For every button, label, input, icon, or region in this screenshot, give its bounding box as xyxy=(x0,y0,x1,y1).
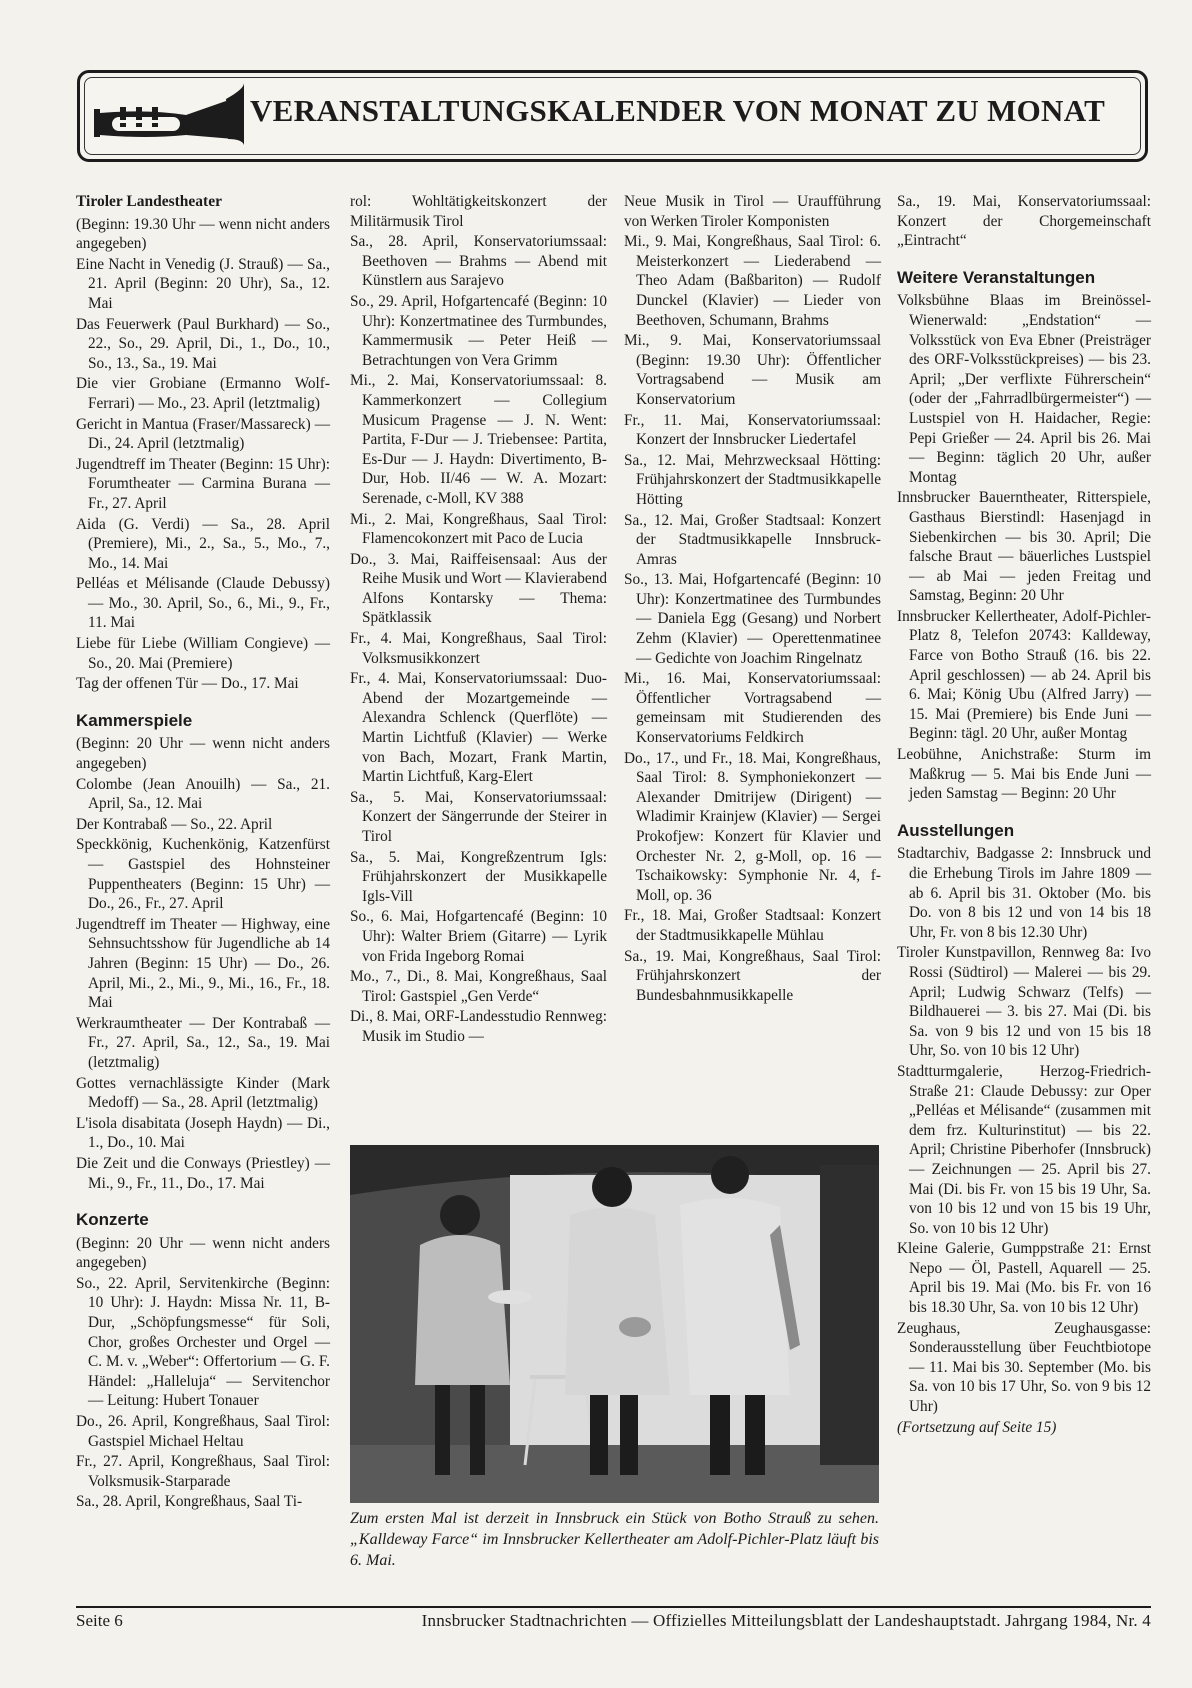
trumpet-icon xyxy=(86,79,246,149)
event-entry: Pelléas et Mélisande (Claude Debussy) — Mo., 30. April, So., 6., Mi., 9., Fr., 11. Mai xyxy=(76,575,330,632)
event-entry: Leobühne, Anichstraße: Sturm im Maßkrug — 5. Mai bis Ende Juni — jeden Samstag — Beginn: 20 Uhr xyxy=(897,746,1151,803)
section-heading: Kammerspiele xyxy=(76,710,193,730)
event-entry: Di., 8. Mai, ORF-Landesstudio Rennweg: Musik im Studio — xyxy=(350,1008,607,1045)
event-entry: Innsbrucker Kellertheater, Adolf-Pichler-Platz 8, Telefon 20743: Kalldeway, Farce von Botho Strauß (16. bis 22. April geschlossen) — ab 24. April bis 6. Mai; König Ubu (Alfred Jarry) — 15. Mai (Premiere) bis Ende Juni — Beginn: tägl. 20 Uhr, außer Montag xyxy=(897,607,1151,743)
event-entry: rol: Wohltätigkeitskonzert der Militärmusik Tirol xyxy=(350,193,607,230)
event-entry: Jugendtreff im Theater (Beginn: 15 Uhr): Forumtheater — Carmina Burana — Fr., 27. April xyxy=(76,455,330,512)
column-1 xyxy=(76,192,330,1513)
event-entry: Fr., 11. Mai, Konservatoriumssaal: Konzert der Innsbrucker Liedertafel xyxy=(624,411,881,449)
event-entry: (Beginn: 20 Uhr — wenn nicht anders angegeben) xyxy=(76,735,330,773)
event-entry: Sa., 12. Mai, Mehrzwecksaal Hötting: Frühjahrskonzert der Stadtmusikkapelle Hötting xyxy=(624,451,881,508)
event-entry: Innsbrucker Bauerntheater, Ritterspiele, Gasthaus Bierstindl: Hasenjagd in Siebenkirchen — bis 30. April; Die falsche Braut — bäuerliches Lustspiel — ab Mai — jeden Freitag und Samstag, Beginn: 20 Uhr xyxy=(897,489,1151,605)
event-entry: Fr., 18. Mai, Großer Stadtsaal: Konzert der Stadtmusikkapelle Mühlau xyxy=(624,907,881,944)
page-number: Seite 6 xyxy=(76,1611,123,1630)
event-entry: Kleine Galerie, Gumppstraße 21: Ernst Nepo — Öl, Pastell, Aquarell — 25. April bis 19. Mai (Mo. bis Fr. von 16 bis 18.30 Uhr, Sa. von 10 bis 12 Uhr) xyxy=(897,1240,1151,1317)
theater-photo xyxy=(350,1145,879,1503)
event-entry: Stadtturmgalerie, Herzog-Friedrich-Straße 21: Claude Debussy: zur Oper „Pelléas et Mélisande“ (zusammen mit dem frz. Kulturinstitut) — bis 22. April; Christine Piberhofer (Innsbruck) — Zeichnungen — 25. April bis 27. Mai (Di. bis Fr. von 15 bis 19 Uhr, Sa. von 10 bis 12 und von 15 bis 19 Uhr, So. von 10 bis 12 Uhr) xyxy=(897,1062,1151,1237)
event-entry: Sa., 12. Mai, Großer Stadtsaal: Konzert der Stadtmusikkapelle Innsbruck-Amras xyxy=(624,511,881,568)
column-4 xyxy=(897,192,1151,1438)
event-entry: Mi., 2. Mai, Konservatoriumssaal: 8. Kammerkonzert — Collegium Musicum Pragense — J. N. Went: Partita, F-Dur — J. Triebensee: Partita, Es-Dur — J. Haydn: Divertimento, B-Dur, Hob. II/46 — W. A. Mozart: Serenade, c-Moll, KV 388 xyxy=(350,372,607,507)
event-entry: Sa., 28. April, Konservatoriumssaal: Beethoven — Brahms — Abend mit Künstlern aus Sarajevo xyxy=(350,233,607,290)
event-entry: Mo., 7., Di., 8. Mai, Kongreßhaus, Saal Tirol: Gastspiel „Gen Verde“ xyxy=(350,968,607,1005)
continuation-note: (Fortsetzung auf Seite 15) xyxy=(897,1418,1057,1436)
photo-caption: Zum ersten Mal ist derzeit in Innsbruck ein Stück von Botho Strauß zu sehen. „Kalldeway Farce“ im Innsbrucker Kellertheater am Adolf-Pichler-Platz läuft bis 6. Mai. xyxy=(350,1510,879,1569)
event-entry: Jugendtreff im Theater — Highway, eine Sehnsuchtsshow für Jugendliche ab 14 Jahren (Beginn: 15 Uhr) — Do., 26. April, Mi., 2., Mi., 9., Mi., 16., Fr., 18. Mai xyxy=(76,915,330,1012)
event-entry: Zeughaus, Zeughausgasse: Sonderausstellung über Feuchtbiotope — 11. Mai bis 30. September (Mo. bis Sa. von 10 bis 17 Uhr, So. von 9 bis 12 Uhr) xyxy=(897,1319,1151,1416)
event-entry: Das Feuerwerk (Paul Burkhard) — So., 22., So., 29. April, Di., 1., Do., 10., So., 13., Sa., 19. Mai xyxy=(76,315,330,372)
section-gap xyxy=(897,805,1151,821)
event-entry: So., 22. April, Servitenkirche (Beginn: 10 Uhr): J. Haydn: Missa Nr. 11, B-Dur, „Schöpfungsmesse“ für Soli, Chor, großes Orchester und Orgel — C. M. v. „Weber“: Offertorium — G. F. Händel: „Halleluja“ — Servitenchor — Leitung: Hubert Tonauer xyxy=(76,1274,330,1410)
event-entry: Mi., 16. Mai, Konservatoriumssaal: Öffentlicher Vortragsabend — gemeinsam mit Studierenden des Konservatoriums Feldkirch xyxy=(624,670,881,747)
section-gap xyxy=(897,252,1151,268)
event-entry: Der Kontrabaß — So., 22. April xyxy=(76,815,273,833)
event-entry: L'isola disabitata (Joseph Haydn) — Di., 1., Do., 10. Mai xyxy=(76,1114,330,1152)
event-entry: Gericht in Mantua (Fraser/Massareck) — Di., 24. April (letztmalig) xyxy=(76,415,330,453)
event-entry: So., 6. Mai, Hofgartencafé (Beginn: 10 Uhr): Walter Briem (Gitarre) — Lyrik von Frida Ingeborg Romai xyxy=(350,908,607,965)
event-entry: Speckkönig, Kuchenkönig, Katzenfürst — Gastspiel des Hohnsteiner Puppentheaters (Beginn: 15 Uhr) — Do., 26., Fr., 27. April xyxy=(76,836,330,913)
section-heading: Weitere Veranstaltungen xyxy=(897,267,1096,287)
event-entry: Liebe für Liebe (William Congieve) — So., 20. Mai (Premiere) xyxy=(76,635,330,672)
section-heading: Konzerte xyxy=(76,1210,149,1230)
event-entry: Aida (G. Verdi) — Sa., 28. April (Premiere), Mi., 2., Sa., 5., Mo., 7., Mo., 14. Mai xyxy=(76,515,330,572)
section-heading: Ausstellungen xyxy=(897,820,1015,840)
event-entry: Sa., 5. Mai, Konservatoriumssaal: Konzert der Sängerrunde der Steirer in Tirol xyxy=(350,788,607,845)
event-entry: Colombe (Jean Anouilh) — Sa., 21. April, Sa., 12. Mai xyxy=(76,775,330,813)
event-entry: (Beginn: 19.30 Uhr — wenn nicht anders angegeben) xyxy=(76,215,330,253)
event-entry: Volksbühne Blaas im Breinössel-Wienerwald: „Endstation“ — Volksstück von Eva Ebner (Preisträger des ORF-Volksstückpreises) — bis 23. April; „Der verflixte Führerschein“ (oder der „Fahrradlbürgermeister“) — Lustspiel von H. Haidacher, Regie: Pepi Grießer — 24. April bis 26. Mai — Beginn: täglich 20 Uhr, außer Montag xyxy=(897,292,1151,486)
event-entry: Mi., 9. Mai, Konservatoriumssaal (Beginn: 19.30 Uhr): Öffentlicher Vortragsabend — Musik am Konservatorium xyxy=(624,332,881,408)
event-entry: (Beginn: 20 Uhr — wenn nicht anders angegeben) xyxy=(76,1234,330,1272)
event-entry: Die Zeit und die Conways (Priestley) — Mi., 9., Fr., 11., Do., 17. Mai xyxy=(76,1154,330,1192)
event-entry: Sa., 5. Mai, Kongreßzentrum Igls: Frühjahrskonzert der Musikkapelle Igls-Vill xyxy=(350,848,607,905)
event-entry: So., 13. Mai, Hofgartencafé (Beginn: 10 Uhr): Konzertmatinee des Turmbundes — Daniela Egg (Gesang) und Norbert Zehm (Klavier) — Operettenmatinee — Gedichte von Joachim Ringelnatz xyxy=(624,571,881,667)
event-entry: Sa., 19. Mai, Konservatoriumssaal: Konzert der Chorgemeinschaft „Eintracht“ xyxy=(897,193,1151,250)
event-entry: Eine Nacht in Venedig (J. Strauß) — Sa., 21. April (Beginn: 20 Uhr), Sa., 12. Mai xyxy=(76,255,330,312)
event-entry: Tag der offenen Tür — Do., 17. Mai xyxy=(76,675,299,693)
event-entry: Mi., 2. Mai, Kongreßhaus, Saal Tirol: Flamencokonzert mit Paco de Lucia xyxy=(350,510,607,548)
publication-line: Innsbrucker Stadtnachrichten — Offizielles Mitteilungsblatt der Landeshauptstadt. Jahrgang 1984, Nr. 4 xyxy=(421,1611,1151,1630)
event-entry: Do., 17., und Fr., 18. Mai, Kongreßhaus, Saal Tirol: 8. Symphoniekonzert — Alexander Dmitrijew (Dirigent) — Wladimir Krainjew (Klavier) — Sergei Prokofjew: Konzert für Klavier und Orchester Nr. 2, g-Moll, op. 16 — Tschaikowsky: Symphonie Nr. 4, f-Moll, op. 36 xyxy=(624,749,881,904)
event-entry: Die vier Grobiane (Ermanno Wolf-Ferrari) — Mo., 23. April (letztmalig) xyxy=(76,375,330,412)
event-entry: Sa., 28. April, Kongreßhaus, Saal Ti- xyxy=(76,1493,303,1511)
event-entry: Stadtarchiv, Badgasse 2: Innsbruck und die Erhebung Tirols im Jahre 1809 — ab 6. April bis 31. Oktober (Mo. bis Do. von 8 bis 12 und von 14 bis 18 Uhr, Fr. von 8 bis 12.30 Uhr) xyxy=(897,845,1151,941)
event-entry: Do., 26. April, Kongreßhaus, Saal Tirol: Gastspiel Michael Heltau xyxy=(76,1413,330,1450)
event-entry: Tiroler Kunstpavillon, Rennweg 8a: Ivo Rossi (Südtirol) — Malerei — bis 29. April; Ludwig Schwarz (Telfs) — Bildhauerei — 3. bis 27. Mai (Di. bis Sa. von 9 bis 12 und von 15 bis 18 Uhr, So. von 10 bis 12 Uhr) xyxy=(897,944,1151,1060)
event-entry: Do., 3. Mai, Raiffeisensaal: Aus der Reihe Musik und Wort — Klavierabend Alfons Kontarsky — Thema: Spätklassik xyxy=(350,550,607,627)
event-entry: Gottes vernachlässigte Kinder (Mark Medoff) — Sa., 28. April (letztmalig) xyxy=(76,1074,330,1112)
column-3 xyxy=(624,192,881,1006)
event-entry: Werkraumtheater — Der Kontrabaß — Fr., 27. April, Sa., 12., Sa., 19. Mai (letztmalig) xyxy=(76,1014,330,1071)
section-heading: Tiroler Landestheater xyxy=(76,193,222,210)
event-entry: Fr., 27. April, Kongreßhaus, Saal Tirol: Volksmusik-Starparade xyxy=(76,1453,330,1490)
section-gap xyxy=(76,1194,330,1210)
section-gap xyxy=(76,695,330,711)
event-entry: Neue Musik in Tirol — Uraufführung von Werken Tiroler Komponisten xyxy=(624,193,881,230)
event-entry: Fr., 4. Mai, Kongreßhaus, Saal Tirol: Volksmusikkonzert xyxy=(350,630,607,667)
event-entry: So., 29. April, Hofgartencafé (Beginn: 10 Uhr): Konzertmatinee des Turmbundes, Kammermusik — Peter Heiß — Betrachtungen von Vera Grimm xyxy=(350,292,607,369)
column-2 xyxy=(350,192,607,1048)
event-entry: Fr., 4. Mai, Konservatoriumssaal: Duo-Abend der Mozartgemeinde — Alexandra Schlenck (Querflöte) — Martin Lichtfuß (Klavier) — Werke von Bach, Mozart, Frank Martin, Martin Lichtfuß, Karg-Elert xyxy=(350,670,607,786)
footer-rule xyxy=(76,1606,1151,1608)
page-title: VERANSTALTUNGSKALENDER VON MONAT ZU MONAT xyxy=(250,93,1106,128)
calendar-header xyxy=(77,70,1148,162)
stage-photo-illustration xyxy=(350,1145,879,1503)
event-entry: Mi., 9. Mai, Kongreßhaus, Saal Tirol: 6. Meisterkonzert — Liederabend — Theo Adam (Baßbariton) — Rudolf Dunckel (Klavier) — Lieder von Beethoven, Schumann, Brahms xyxy=(624,233,881,329)
event-entry: Sa., 19. Mai, Kongreßhaus, Saal Tirol: Frühjahrskonzert der Bundesbahnmusikkapelle xyxy=(624,947,881,1004)
